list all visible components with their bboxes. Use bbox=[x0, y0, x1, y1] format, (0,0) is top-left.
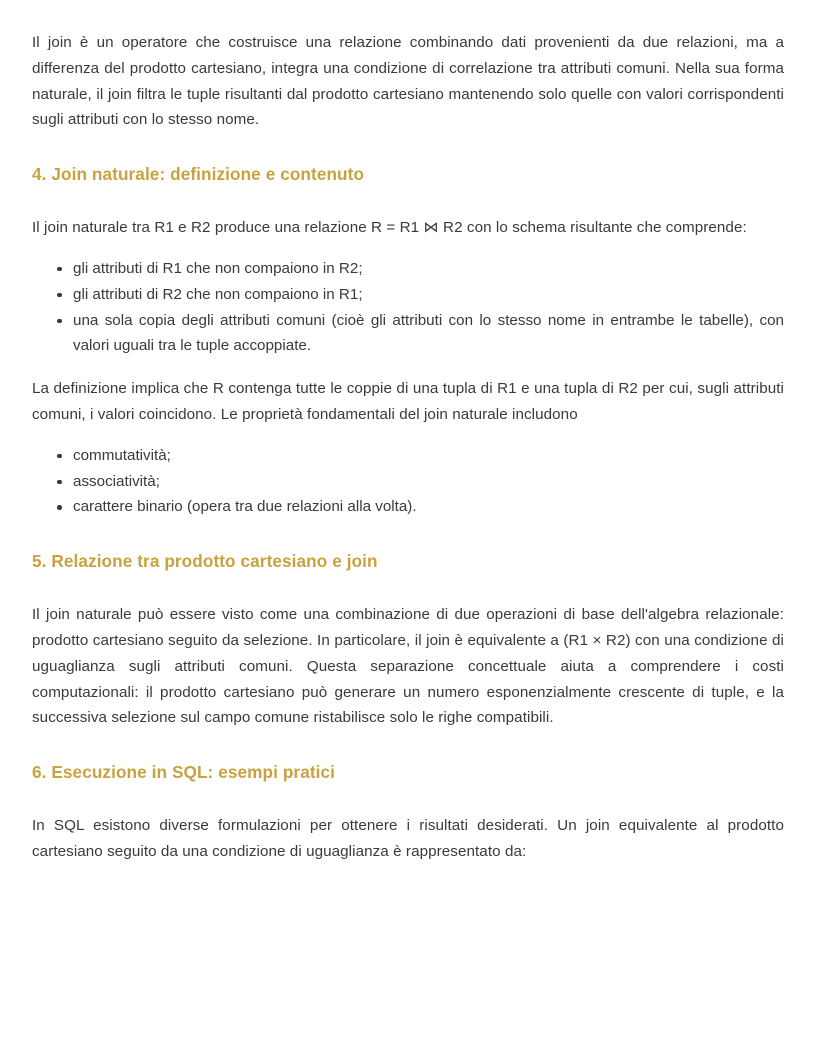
spacer bbox=[32, 784, 784, 813]
spacer bbox=[32, 573, 784, 602]
section-heading-4: 4. Join naturale: definizione e contenuto bbox=[32, 164, 365, 185]
list-item bbox=[32, 443, 784, 469]
spacer bbox=[32, 520, 784, 549]
list-item-label: gli attributi di R2 che non compaiono in R1; bbox=[73, 285, 363, 303]
section4-paragraph-1: Il join naturale tra R1 e R2 produce una relazione R = R1 ⋈ R2 con lo schema risultante che comprende: bbox=[32, 219, 747, 237]
spacer bbox=[32, 731, 784, 760]
list-item-label: commutatività; bbox=[73, 446, 171, 464]
section6-paragraph: In SQL esistono diverse formulazioni per ottenere i risultati desiderati. Un join equivalente al prodotto cartesiano seguito da una condizione di uguaglianza è rappresentato da: bbox=[32, 817, 784, 860]
spacer bbox=[32, 428, 784, 443]
section4-paragraph-2: La definizione implica che R contenga tutte le coppie di una tupla di R1 e una tupla di R2 per cui, sugli attributi comuni, i valori coincidono. Le proprietà fondamentali del join naturale includono bbox=[32, 380, 784, 423]
list-item bbox=[32, 494, 784, 520]
section5-paragraph: Il join naturale può essere visto come una combinazione di due operazioni di base dell'algebra relazionale: prodotto cartesiano seguito da selezione. In particolare, il join è equivalente a (R1 × R2) con una condizione di uguaglianza sugli attributi comuni. Questa separazione concettuale aiuta a comprendere i costi computazionali: il prodotto cartesiano può generare un numero esponenzialmente crescente di tuple, e la successiva selezione sul campo comune ristabilisce solo le righe compatibili. bbox=[32, 606, 784, 727]
section-heading-6: 6. Esecuzione in SQL: esempi pratici bbox=[32, 762, 336, 783]
section4-bullet-list-2 bbox=[32, 443, 784, 520]
list-item-label: associatività; bbox=[73, 472, 160, 490]
intro-paragraph: Il join è un operatore che costruisce una relazione combinando dati provenienti da due relazioni, ma a differenza del prodotto cartesiano, integra una condizione di correlazione tra attributi comuni. Nella sua forma naturale, il join filtra le tuple risultanti dal prodotto cartesiano mantenendo solo quelle con valori corrispondenti sugli attributi con lo stesso nome. bbox=[32, 34, 784, 129]
spacer bbox=[32, 241, 784, 256]
list-item bbox=[32, 282, 784, 308]
list-item-label: carattere binario (opera tra due relazioni alla volta). bbox=[73, 498, 417, 516]
spacer bbox=[32, 133, 784, 162]
document-content bbox=[32, 30, 784, 865]
list-item-label: gli attributi di R1 che non compaiono in R2; bbox=[73, 259, 363, 277]
spacer bbox=[32, 359, 784, 376]
list-item bbox=[32, 469, 784, 495]
spacer bbox=[32, 186, 784, 215]
list-item bbox=[32, 256, 784, 282]
list-item bbox=[32, 308, 784, 360]
list-item-label: una sola copia degli attributi comuni (cioè gli attributi con lo stesso nome in entrambe le tabelle), con valori uguali tra le tuple accoppiate. bbox=[73, 311, 784, 355]
section-heading-5: 5. Relazione tra prodotto cartesiano e join bbox=[32, 551, 378, 572]
section4-bullet-list-1 bbox=[32, 256, 784, 359]
